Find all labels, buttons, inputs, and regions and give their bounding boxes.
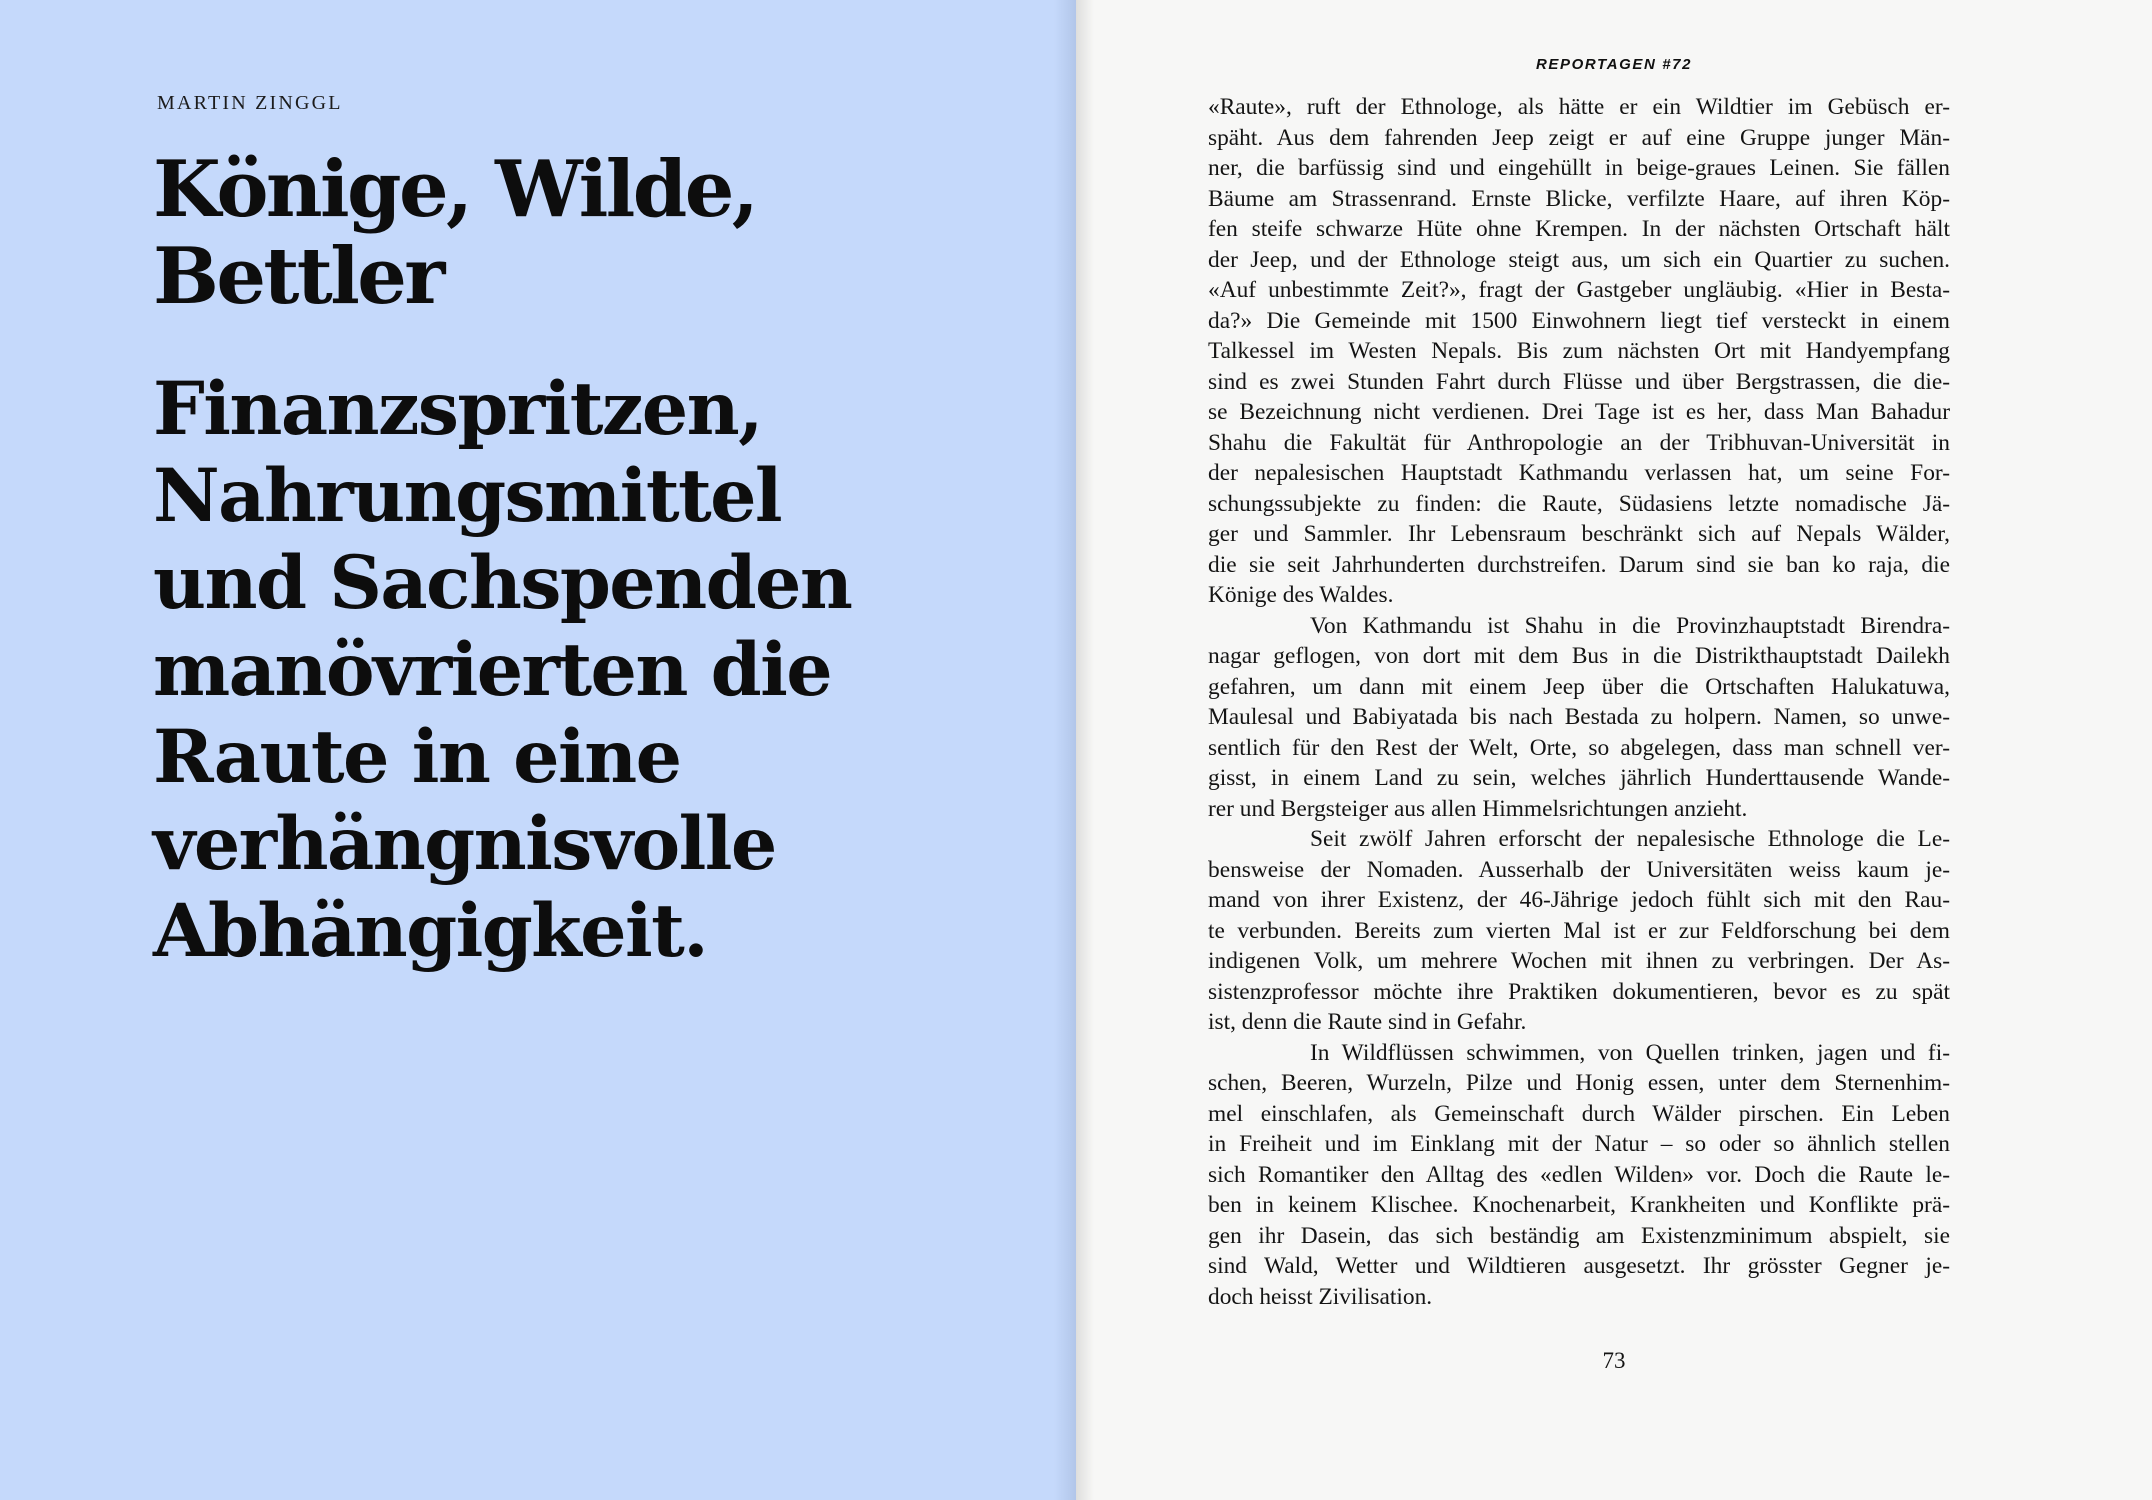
body-line: der Jeep, und der Ethnologe steigt aus, um sich ein Quartier zu suchen. [1208,246,1950,273]
body-line: mand von ihrer Existenz, der 46-Jährige jedoch fühlt sich mit den Rau- [1208,887,1950,913]
subheadline-line: verhängnisvolle [153,801,776,887]
article-headline [153,146,1033,320]
running-head: REPORTAGEN #72 [1535,56,1693,73]
body-line: da?» Die Gemeinde mit 1500 Einwohnern liegt tief versteckt in einem [1208,307,1950,334]
body-line: sistenzprofessor möchte ihre Praktiken dokumentieren, bevor es zu spät [1208,978,1950,1005]
body-line: ist, denn die Raute sind in Gefahr. [1208,1009,1527,1035]
body-line: späht. Aus dem fahrenden Jeep zeigt er auf eine Gruppe junger Män- [1208,124,1950,151]
body-line: mel einschlafen, als Gemeinschaft durch Wälder pirschen. Ein Leben [1208,1100,1950,1127]
headline-line: Bettler [153,231,443,322]
body-line: Maulesal und Babiyatada bis nach Bestada zu holpern. Namen, so unwe- [1208,704,1950,730]
body-line: sentlich für den Rest der Welt, Orte, so abgelegen, dass man schnell ver- [1208,734,1950,761]
body-line: fen steife schwarze Hüte ohne Krempen. In der nächsten Ortschaft hält [1208,216,1950,242]
headline-line: Könige, Wilde, [153,144,757,235]
body-line: «Raute», ruft der Ethnologe, als hätte er ein Wildtier im Gebüsch er- [1208,94,1950,120]
body-line: Seit zwölf Jahren erforscht der nepalesische Ethnologe die Le- [1310,826,1950,852]
body-line: Bäume am Strassenrand. Ernste Blicke, verfilzte Haare, auf ihren Köp- [1208,185,1950,212]
body-line: schungssubjekte zu finden: die Raute, Südasiens letzte nomadische Jä- [1208,490,1950,517]
body-line: In Wildflüssen schwimmen, von Quellen trinken, jagen und fi- [1310,1039,1950,1066]
body-line: sind es zwei Stunden Fahrt durch Flüsse und über Bergstrassen, die die- [1208,368,1950,395]
body-line: schen, Beeren, Wurzeln, Pilze und Honig essen, unter dem Sternenhim- [1208,1070,1950,1096]
body-line: die sie seit Jahrhunderten durchstreifen. Darum sind sie ban ko raja, die [1208,551,1950,578]
body-line: rer und Bergsteiger aus allen Himmelsrichtungen anzieht. [1208,795,1748,822]
subheadline-line: Finanzspritzen, [153,366,762,452]
subheadline-line: Raute in eine [153,714,681,800]
page-number: 73 [1602,1348,1626,1373]
author-name: MARTIN ZINGGL [157,92,343,114]
body-line: «Auf unbestimmte Zeit?», fragt der Gastgeber ungläubig. «Hier in Besta- [1208,277,1950,303]
body-line: Könige des Waldes. [1208,582,1394,608]
body-line: se Bezeichnung nicht verdienen. Drei Tage ist es her, dass Man Bahadur [1208,399,1950,425]
body-line: gisst, in einem Land zu sein, welches jährlich Hunderttausende Wande- [1208,765,1950,791]
subheadline-line: und Sachspenden [153,540,852,626]
subheadline-line: Nahrungsmittel [153,453,782,539]
subheadline-line: manövrierten die [153,627,832,713]
body-line: doch heisst Zivilisation. [1208,1283,1433,1310]
body-line: Shahu die Fakultät für Anthropologie an der Tribhuvan-Universität in [1208,429,1950,456]
body-line: in Freiheit und im Einklang mit der Natur – so oder so ähnlich stellen [1208,1131,1950,1157]
body-line: Talkessel im Westen Nepals. Bis zum nächsten Ort mit Handyempfang [1208,338,1950,364]
body-line: der nepalesischen Hauptstadt Kathmandu verlassen hat, um seine For- [1208,460,1950,486]
body-line: sich Romantiker den Alltag des «edlen Wilden» vor. Doch die Raute le- [1208,1161,1950,1188]
body-line: bensweise der Nomaden. Ausserhalb der Universitäten weiss kaum je- [1208,856,1950,883]
body-line: sind Wald, Wetter und Wildtieren ausgesetzt. Ihr grösster Gegner je- [1208,1253,1950,1279]
body-line: indigenen Volk, um mehrere Wochen mit ihnen zu verbringen. Der As- [1208,948,1950,974]
body-line: Von Kathmandu ist Shahu in die Provinzhauptstadt Birendra- [1310,612,1950,639]
body-line: gen ihr Dasein, das sich beständig am Existenzminimum abspielt, sie [1208,1222,1950,1249]
body-line: ben in keinem Klischee. Knochenarbeit, Krankheiten und Konflikte prä- [1208,1192,1950,1218]
body-line: gefahren, um dann mit einem Jeep über die Ortschaften Halukatuwa, [1208,673,1950,700]
body-line: te verbunden. Bereits zum vierten Mal ist er zur Feldforschung bei dem [1208,917,1950,944]
article-body [1208,92,1950,1312]
subheadline-line: Abhängigkeit. [153,888,708,974]
article-subheadline [153,366,1053,975]
body-line: ner, die barfüssig sind und eingehüllt in beige-graues Leinen. Sie fällen [1208,155,1950,181]
body-line: nagar geflogen, von dort mit dem Bus in die Distrikthauptstadt Dailekh [1208,643,1950,669]
body-line: ger und Sammler. Ihr Lebensraum beschränkt sich auf Nepals Wälder, [1208,521,1950,547]
